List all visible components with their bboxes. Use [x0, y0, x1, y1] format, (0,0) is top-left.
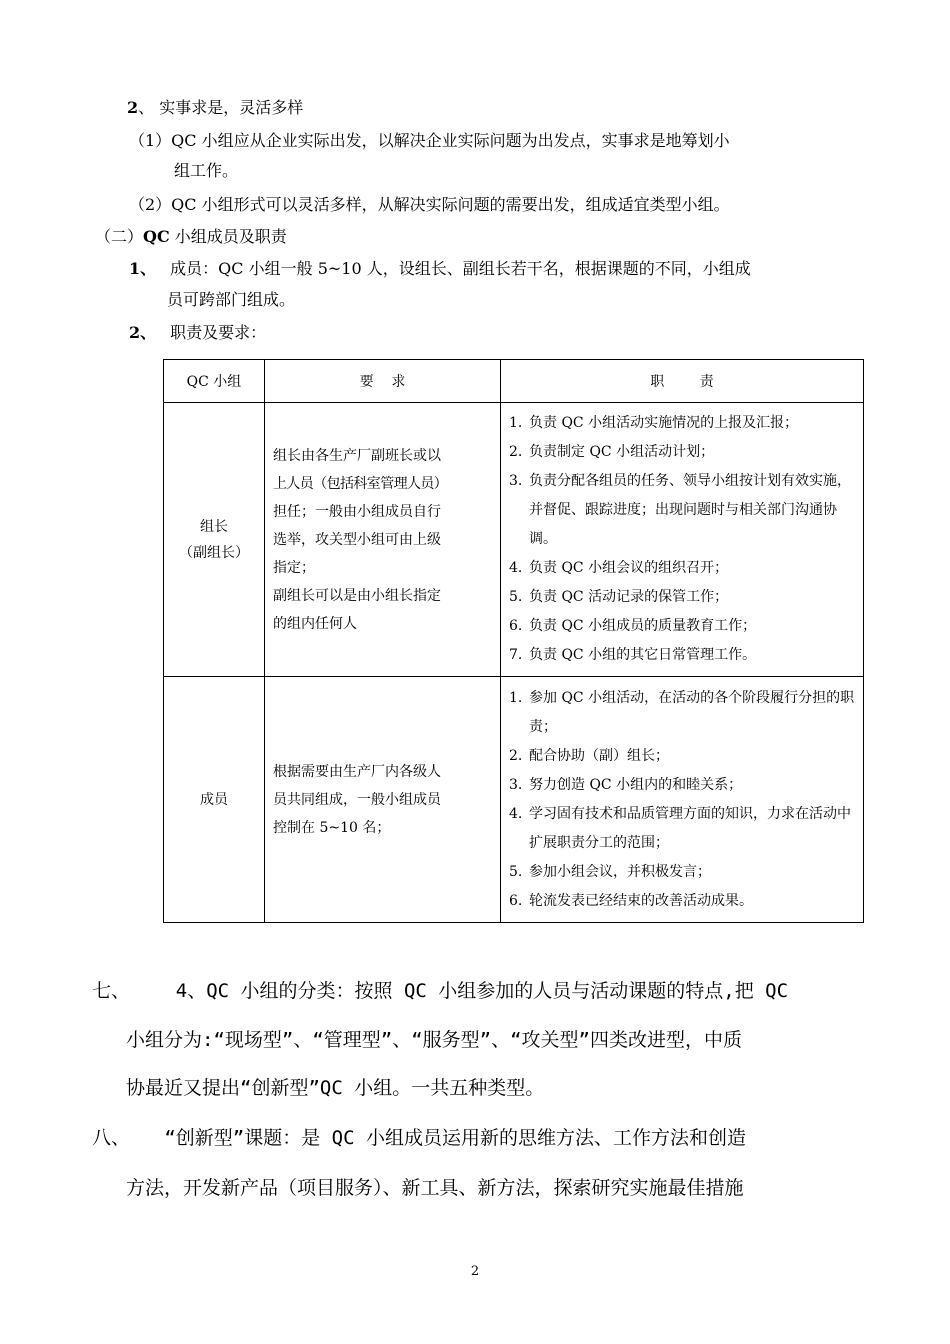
item-text: 负责 QC 小组会议的组织召开；: [529, 560, 729, 576]
req-line: 员共同组成，一般小组成员: [273, 791, 441, 808]
list-item: [509, 438, 857, 467]
table-header-row: [164, 360, 864, 403]
item-text: 配合协助（副）组长；: [529, 747, 669, 764]
section2-p1-line1: （1）QC 小组应从企业实际出发，以解决企业实际问题为出发点，实事求是地筹划小: [129, 131, 730, 150]
item-number: 5.: [509, 589, 523, 605]
req-line: 担任；一般由小组成员自行: [273, 503, 441, 520]
list-item: [509, 887, 857, 916]
item-number: 1.: [509, 689, 523, 706]
item-text: 参加小组会议，并积极发言；: [529, 863, 711, 880]
section2-p1-line2: 组工作。: [174, 161, 239, 180]
item-text: 负责 QC 小组活动实施情况的上报及汇报；: [529, 415, 799, 431]
duties-cell: [501, 677, 864, 923]
role-cell: [164, 677, 265, 923]
sub-heading: [95, 227, 287, 247]
role-cell: [164, 403, 265, 677]
header-requirements: 要 求: [265, 360, 501, 403]
sub-heading-prefix: （二）: [95, 227, 144, 246]
list-item: [509, 800, 857, 858]
list-item: [509, 684, 857, 742]
item-number: 2.: [509, 444, 523, 460]
item-text: 负责分配各组员的任务、领导小组按计划有效实施，并督促、跟踪进度；出现问题时与相关部门沟通协调。: [529, 473, 851, 547]
list-item: [509, 641, 857, 670]
req-line: 选举，攻关型小组可由上级: [273, 531, 441, 548]
section2-heading-text: 、 实事求是，灵活多样: [138, 98, 304, 117]
item1-text: 成员：QC 小组一般 5~10 人，设组长、副组长若干名，根据课题的不同，小组成: [170, 259, 751, 278]
req-line: 副组长可以是由小组长指定: [273, 587, 441, 604]
header-group: QC 小组: [164, 360, 265, 403]
duties-cell: [501, 403, 864, 677]
list-item: [509, 467, 857, 554]
list-item: [509, 742, 857, 771]
section2-heading: [127, 98, 303, 118]
para7-line2: 小组分为:“现场型”、“管理型”、“服务型”、“攻关型”四类改进型，中质: [126, 1029, 742, 1051]
item-number: 4.: [509, 560, 523, 576]
item-number: 7.: [509, 647, 523, 663]
item2: [129, 323, 266, 343]
duty-list: [509, 409, 857, 670]
duties-table: [163, 359, 864, 923]
requirements-cell: [265, 403, 501, 677]
item-number: 4.: [509, 805, 523, 822]
duty-list: [509, 684, 857, 916]
item1-line1: [129, 259, 751, 279]
req-line: 根据需要由生产厂内各级人: [273, 763, 441, 780]
req-line: 指定；: [273, 559, 315, 576]
item1-num: 1: [129, 259, 141, 278]
requirements-cell: [265, 677, 501, 923]
list-item: [509, 409, 857, 438]
req-line: 的组内任何人: [273, 615, 357, 632]
item-text: 负责 QC 活动记录的保管工作；: [529, 589, 729, 605]
item-number: 6.: [509, 892, 523, 909]
item-number: 2.: [509, 747, 523, 764]
item-number: 1.: [509, 415, 523, 431]
item1-sep: 、: [140, 259, 157, 278]
para8-line2: 方法，开发新产品（项目服务）、新工具、新方法，探索研究实施最佳措施: [126, 1177, 744, 1199]
req-line: 组长由各生产厂副班长或以: [273, 447, 441, 464]
item2-text: 职责及要求：: [170, 323, 267, 342]
page-number: 2: [470, 1264, 480, 1279]
item2-num: 2: [129, 323, 141, 342]
list-item: [509, 554, 857, 583]
para7-line1: 七、 4、QC 小组的分类：按照 QC 小组参加的人员与活动课题的特点,把 QC: [92, 980, 789, 1002]
role-name: 组长: [200, 518, 228, 535]
req-line: 上人员（包括科室管理人员）: [273, 475, 448, 492]
item2-sep: 、: [140, 323, 157, 342]
para7-line3: 协最近又提出“创新型”QC 小组。一共五种类型。: [126, 1077, 545, 1099]
item1-line2: 员可跨部门组成。: [167, 290, 296, 309]
item-text: 学习固有技术和品质管理方面的知识，力求在活动中扩展职责分工的范围；: [529, 805, 851, 851]
item-number: 3.: [509, 776, 523, 793]
item-text: 负责 QC 小组成员的质量教育工作；: [529, 618, 757, 634]
list-item: [509, 583, 857, 612]
para8-line1: 八、 “创新型”课题：是 QC 小组成员运用新的思维方法、工作方法和创造: [92, 1127, 746, 1149]
role-name: 成员: [200, 791, 228, 808]
item-number: 5.: [509, 863, 523, 880]
item-text: 努力创造 QC 小组内的和睦关系；: [529, 776, 743, 793]
req-line: 控制在 5~10 名；: [273, 819, 391, 836]
header-duties: 职 责: [501, 360, 864, 403]
section2-p2: （2）QC 小组形式可以灵活多样，从解决实际问题的需要出发，组成适宜类型小组。: [129, 195, 730, 214]
sub-heading-rest: 小组成员及职责: [169, 227, 287, 246]
table-row: [164, 677, 864, 923]
section2-heading-num: 2: [127, 98, 139, 117]
item-text: 负责 QC 小组的其它日常管理工作。: [529, 647, 757, 663]
list-item: [509, 771, 857, 800]
item-text: 负责制定 QC 小组活动计划；: [529, 444, 715, 460]
item-text: 轮流发表已经结束的改善活动成果。: [529, 892, 753, 909]
table-row: [164, 403, 864, 677]
sub-heading-bold: QC: [143, 227, 170, 246]
list-item: [509, 612, 857, 641]
role-name-sub: （副组长）: [179, 544, 249, 561]
item-number: 6.: [509, 618, 523, 634]
item-text: 参加 QC 小组活动，在活动的各个阶段履行分担的职责；: [529, 689, 855, 735]
item-number: 3.: [509, 473, 523, 489]
list-item: [509, 858, 857, 887]
